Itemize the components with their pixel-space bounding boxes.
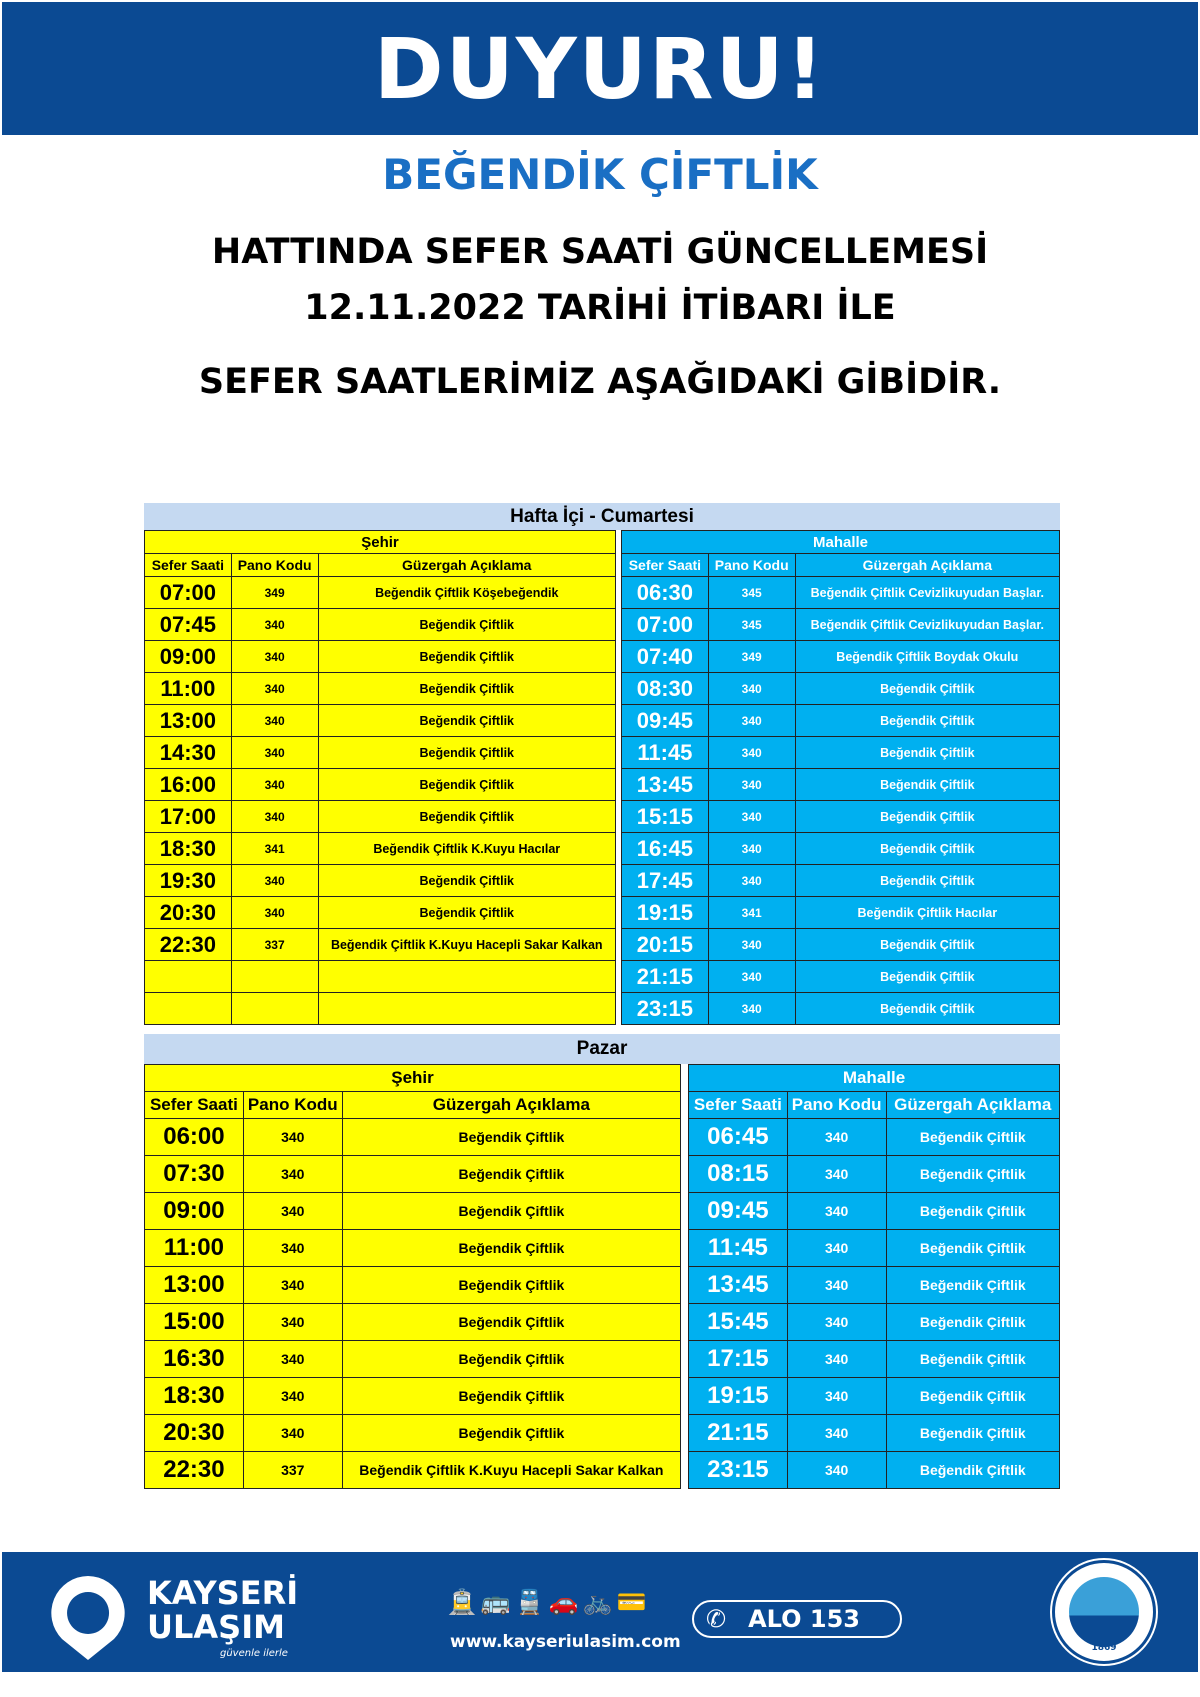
train-icon: 🚆: [514, 1588, 549, 1616]
column-header: Güzergah Açıklama: [342, 1092, 680, 1119]
table-row: [622, 769, 1060, 801]
route-description: Beğendik Çiftlik: [342, 1193, 680, 1230]
route-description: Beğendik Çiftlik: [795, 673, 1059, 705]
route-description: Beğendik Çiftlik Cevizlikuyudan Başlar.: [795, 609, 1059, 641]
departure-time: 13:45: [622, 769, 709, 801]
subtitle-2: 12.11.2022 TARİHİ İTİBARI İLE: [304, 288, 896, 328]
card-icon: 💳: [616, 1588, 651, 1616]
column-header: Sefer Saati: [145, 554, 232, 577]
table-row: [622, 737, 1060, 769]
route-description: Beğendik Çiftlik: [342, 1267, 680, 1304]
weekday-sehir-table: [144, 530, 616, 1025]
route-description: Beğendik Çiftlik Cevizlikuyudan Başlar.: [795, 577, 1059, 609]
table-row: [145, 609, 616, 641]
table-row: [145, 1304, 681, 1341]
departure-time: 16:30: [145, 1341, 244, 1378]
table-row: [145, 769, 616, 801]
departure-time: 11:00: [145, 1230, 244, 1267]
column-header: Pano Kodu: [787, 1092, 886, 1119]
departure-time: 16:00: [145, 769, 232, 801]
table-row: [622, 897, 1060, 929]
stop-code: 340: [231, 801, 318, 833]
weekday-caption: Hafta İçi - Cumartesi: [144, 503, 1060, 530]
table-row: [689, 1304, 1060, 1341]
route-description: Beğendik Çiftlik: [318, 897, 615, 929]
departure-time: 21:15: [622, 961, 709, 993]
column-header: Sefer Saati: [689, 1092, 788, 1119]
route-description: Beğendik Çiftlik: [342, 1304, 680, 1341]
stop-code: 340: [231, 769, 318, 801]
departure-time: 15:45: [689, 1304, 788, 1341]
table-row: [145, 897, 616, 929]
departure-time: 20:30: [145, 1415, 244, 1452]
route-description: Beğendik Çiftlik: [342, 1230, 680, 1267]
stop-code: [231, 961, 318, 993]
slogan: güvenle ilerle: [220, 1648, 288, 1659]
table-row: [689, 1119, 1060, 1156]
website-link[interactable]: www.kayseriulasim.com: [450, 1632, 681, 1652]
departure-time: 19:15: [689, 1378, 788, 1415]
route-description: Beğendik Çiftlik: [318, 737, 615, 769]
table-row: [622, 801, 1060, 833]
departure-time: 06:45: [689, 1119, 788, 1156]
group-header: Mahalle: [622, 531, 1060, 554]
route-description: Beğendik Çiftlik: [886, 1119, 1059, 1156]
route-description: Beğendik Çiftlik: [795, 833, 1059, 865]
table-row: [622, 577, 1060, 609]
phone-icon: ✆: [706, 1605, 727, 1633]
departure-time: 19:15: [622, 897, 709, 929]
tram-icon: 🚊: [447, 1588, 481, 1616]
stop-code: 340: [231, 897, 318, 929]
table-row: [622, 865, 1060, 897]
table-row: [145, 737, 616, 769]
route-description: Beğendik Çiftlik: [318, 673, 615, 705]
column-header: Güzergah Açıklama: [318, 554, 615, 577]
table-row: [689, 1267, 1060, 1304]
group-header: Şehir: [145, 1065, 681, 1092]
route-description: Beğendik Çiftlik K.Kuyu Hacepli Sakar Kalkan: [342, 1452, 680, 1489]
departure-time: 20:30: [145, 897, 232, 929]
stop-code: 340: [787, 1452, 886, 1489]
stop-code: 341: [708, 897, 795, 929]
parking-icon: 🚗: [548, 1588, 583, 1616]
subtitle-1: HATTINDA SEFER SAATİ GÜNCELLEMESİ: [211, 232, 989, 272]
sunday-mahalle-table: [688, 1064, 1060, 1489]
transport-icons: [447, 1588, 650, 1616]
stop-code: 340: [708, 705, 795, 737]
weekday-mahalle-table: [621, 530, 1060, 1025]
route-description: Beğendik Çiftlik: [795, 737, 1059, 769]
table-row: [689, 1341, 1060, 1378]
departure-time: 17:00: [145, 801, 232, 833]
column-header: Sefer Saati: [622, 554, 709, 577]
group-header: Mahalle: [689, 1065, 1060, 1092]
stop-code: 340: [787, 1119, 886, 1156]
announcement-title: DUYURU!: [373, 19, 827, 118]
stop-code: 340: [708, 993, 795, 1025]
route-description: Beğendik Çiftlik: [886, 1452, 1059, 1489]
column-header: Pano Kodu: [231, 554, 318, 577]
stop-code: 340: [231, 641, 318, 673]
stop-code: 340: [708, 833, 795, 865]
table-row: [622, 705, 1060, 737]
table-row: [622, 993, 1060, 1025]
stop-code: 340: [243, 1304, 342, 1341]
column-header: Pano Kodu: [243, 1092, 342, 1119]
bus-icon: 🚌: [480, 1588, 515, 1616]
brand-name: [147, 1576, 298, 1644]
route-description: Beğendik Çiftlik K.Kuyu Hacepli Sakar Kalkan: [318, 929, 615, 961]
subtitle-3: SEFER SAATLERİMİZ AŞAĞIDAKİ GİBİDİR.: [198, 362, 1002, 402]
stop-code: 340: [243, 1193, 342, 1230]
departure-time: 11:00: [145, 673, 232, 705]
table-row: [145, 1119, 681, 1156]
table-row: [145, 1378, 681, 1415]
table-row: [145, 993, 616, 1025]
route-description: Beğendik Çiftlik: [795, 801, 1059, 833]
table-row: [622, 833, 1060, 865]
table-row: [145, 929, 616, 961]
table-row: [145, 673, 616, 705]
stop-code: 340: [787, 1156, 886, 1193]
table-row: [689, 1156, 1060, 1193]
table-row: [145, 801, 616, 833]
table-row: [689, 1415, 1060, 1452]
departure-time: 13:00: [145, 705, 232, 737]
line-name: BEĞENDİK ÇİFTLİK: [382, 150, 818, 199]
departure-time: 18:30: [145, 833, 232, 865]
table-row: [145, 1341, 681, 1378]
municipality-seal: [1052, 1560, 1156, 1664]
stop-code: 340: [243, 1378, 342, 1415]
group-header: Şehir: [145, 531, 616, 554]
departure-time: 08:30: [622, 673, 709, 705]
table-row: [145, 1156, 681, 1193]
route-description: Beğendik Çiftlik Hacılar: [795, 897, 1059, 929]
departure-time: 07:00: [145, 577, 232, 609]
departure-time: 11:45: [622, 737, 709, 769]
table-row: [622, 929, 1060, 961]
route-description: Beğendik Çiftlik: [318, 865, 615, 897]
route-description: Beğendik Çiftlik: [342, 1415, 680, 1452]
route-description: Beğendik Çiftlik: [342, 1378, 680, 1415]
departure-time: 07:00: [622, 609, 709, 641]
departure-time: 08:15: [689, 1156, 788, 1193]
route-description: Beğendik Çiftlik: [886, 1378, 1059, 1415]
table-row: [622, 641, 1060, 673]
route-description: Beğendik Çiftlik: [795, 961, 1059, 993]
kayseri-ulasim-logo-icon: [47, 1572, 129, 1662]
stop-code: 340: [708, 801, 795, 833]
route-description: Beğendik Çiftlik Boydak Okulu: [795, 641, 1059, 673]
column-header: Güzergah Açıklama: [795, 554, 1059, 577]
route-description: Beğendik Çiftlik: [795, 705, 1059, 737]
route-description: Beğendik Çiftlik: [318, 801, 615, 833]
departure-time: 15:00: [145, 1304, 244, 1341]
stop-code: 340: [708, 929, 795, 961]
stop-code: 340: [787, 1378, 886, 1415]
announcement-banner: [2, 2, 1198, 135]
stop-code: 340: [231, 673, 318, 705]
departure-time: 09:00: [145, 641, 232, 673]
stop-code: 340: [787, 1341, 886, 1378]
route-description: Beğendik Çiftlik: [886, 1156, 1059, 1193]
departure-time: 13:45: [689, 1267, 788, 1304]
stop-code: 337: [243, 1452, 342, 1489]
stop-code: 349: [708, 641, 795, 673]
departure-time: [145, 993, 232, 1025]
stop-code: 340: [787, 1267, 886, 1304]
seal-year: 1869: [1091, 1643, 1117, 1653]
departure-time: 09:45: [689, 1193, 788, 1230]
departure-time: 07:40: [622, 641, 709, 673]
sunday-sehir-table: [144, 1064, 681, 1489]
route-description: [318, 993, 615, 1025]
route-description: Beğendik Çiftlik: [886, 1341, 1059, 1378]
departure-time: 17:15: [689, 1341, 788, 1378]
route-description: Beğendik Çiftlik: [318, 705, 615, 737]
footer-banner: [2, 1552, 1198, 1672]
bicycle-icon: 🚲: [582, 1588, 617, 1616]
table-row: [145, 833, 616, 865]
sunday-caption: Pazar: [144, 1034, 1060, 1064]
departure-time: 15:15: [622, 801, 709, 833]
departure-time: 17:45: [622, 865, 709, 897]
table-row: [622, 609, 1060, 641]
table-row: [145, 641, 616, 673]
departure-time: 11:45: [689, 1230, 788, 1267]
stop-code: 340: [243, 1267, 342, 1304]
stop-code: 340: [243, 1415, 342, 1452]
stop-code: 340: [708, 673, 795, 705]
route-description: Beğendik Çiftlik: [318, 609, 615, 641]
route-description: Beğendik Çiftlik: [886, 1415, 1059, 1452]
hotline-number: ALO 153: [748, 1605, 860, 1633]
departure-time: 14:30: [145, 737, 232, 769]
stop-code: 340: [231, 737, 318, 769]
route-description: Beğendik Çiftlik: [886, 1230, 1059, 1267]
table-row: [145, 577, 616, 609]
stop-code: 340: [787, 1230, 886, 1267]
departure-time: 18:30: [145, 1378, 244, 1415]
stop-code: 340: [708, 737, 795, 769]
route-description: Beğendik Çiftlik: [342, 1156, 680, 1193]
table-row: [145, 705, 616, 737]
route-description: Beğendik Çiftlik: [795, 865, 1059, 897]
table-row: [145, 1193, 681, 1230]
stop-code: 340: [708, 769, 795, 801]
route-description: Beğendik Çiftlik: [342, 1119, 680, 1156]
table-row: [145, 1267, 681, 1304]
route-description: Beğendik Çiftlik K.Kuyu Hacılar: [318, 833, 615, 865]
column-header: Pano Kodu: [708, 554, 795, 577]
route-description: Beğendik Çiftlik: [795, 993, 1059, 1025]
departure-time: 21:15: [689, 1415, 788, 1452]
brand-line-1: KAYSERİ: [147, 1574, 299, 1612]
stop-code: 340: [231, 865, 318, 897]
departure-time: 16:45: [622, 833, 709, 865]
stop-code: 340: [787, 1304, 886, 1341]
stop-code: 345: [708, 577, 795, 609]
table-row: [145, 1415, 681, 1452]
table-row: [622, 673, 1060, 705]
departure-time: 23:15: [689, 1452, 788, 1489]
stop-code: 337: [231, 929, 318, 961]
stop-code: 340: [708, 865, 795, 897]
column-header: Güzergah Açıklama: [886, 1092, 1059, 1119]
route-description: Beğendik Çiftlik: [318, 769, 615, 801]
departure-time: 06:30: [622, 577, 709, 609]
table-row: [145, 1230, 681, 1267]
route-description: [318, 961, 615, 993]
brand-line-2: ULAŞIM: [147, 1608, 285, 1646]
departure-time: 07:45: [145, 609, 232, 641]
departure-time: 22:30: [145, 929, 232, 961]
departure-time: 06:00: [145, 1119, 244, 1156]
route-description: Beğendik Çiftlik: [795, 769, 1059, 801]
stop-code: 341: [231, 833, 318, 865]
route-description: Beğendik Çiftlik: [318, 641, 615, 673]
stop-code: 349: [231, 577, 318, 609]
table-row: [689, 1230, 1060, 1267]
column-header: Sefer Saati: [145, 1092, 244, 1119]
table-row: [145, 865, 616, 897]
stop-code: 340: [243, 1341, 342, 1378]
stop-code: 340: [708, 961, 795, 993]
stop-code: 340: [787, 1193, 886, 1230]
route-description: Beğendik Çiftlik: [886, 1304, 1059, 1341]
route-description: Beğendik Çiftlik: [342, 1341, 680, 1378]
departure-time: 13:00: [145, 1267, 244, 1304]
table-row: [689, 1378, 1060, 1415]
route-description: Beğendik Çiftlik: [886, 1193, 1059, 1230]
table-row: [145, 961, 616, 993]
departure-time: 23:15: [622, 993, 709, 1025]
table-row: [622, 961, 1060, 993]
hotline-badge: [692, 1600, 902, 1638]
route-description: Beğendik Çiftlik: [886, 1267, 1059, 1304]
stop-code: 340: [243, 1156, 342, 1193]
departure-time: 19:30: [145, 865, 232, 897]
stop-code: 340: [231, 609, 318, 641]
route-description: Beğendik Çiftlik Köşebeğendik: [318, 577, 615, 609]
stop-code: 340: [231, 705, 318, 737]
stop-code: 340: [787, 1415, 886, 1452]
table-row: [689, 1193, 1060, 1230]
stop-code: [231, 993, 318, 1025]
table-row: [689, 1452, 1060, 1489]
departure-time: 09:45: [622, 705, 709, 737]
stop-code: 340: [243, 1119, 342, 1156]
departure-time: [145, 961, 232, 993]
route-description: Beğendik Çiftlik: [795, 929, 1059, 961]
departure-time: 20:15: [622, 929, 709, 961]
table-row: [145, 1452, 681, 1489]
stop-code: 345: [708, 609, 795, 641]
departure-time: 07:30: [145, 1156, 244, 1193]
stop-code: 340: [243, 1230, 342, 1267]
departure-time: 22:30: [145, 1452, 244, 1489]
departure-time: 09:00: [145, 1193, 244, 1230]
